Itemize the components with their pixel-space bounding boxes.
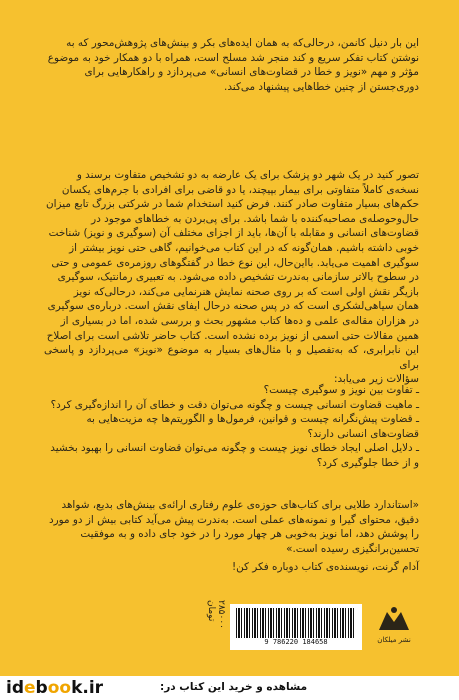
isbn-barcode — [230, 604, 362, 650]
quote-line: تحسین‌برانگیزی رسیده است.» — [286, 542, 419, 555]
question-item: ـ دلایل اصلی ایجاد خطای نویز چیست و چگونه می‌توان قضاوت انسانی را بهبود بخشید — [50, 442, 419, 455]
site-logo-part: b — [35, 678, 48, 698]
endorsement-quote — [44, 498, 419, 575]
body-line: سؤالات زیر می‌یابد: — [333, 373, 419, 386]
body-line: بازیگر نقش اولی است که بر روی صحنه نمایش هنرنمایی می‌کند، درحالی‌که نویز — [73, 285, 419, 298]
intro-line: مؤثر و مهم «نویز و خطا در قضاوت‌های انسانی» می‌پردازد و راهکارهایی برای — [84, 66, 419, 79]
publisher-name: نشر میلکان — [377, 636, 411, 644]
barcode-number: 9 786220 184658 — [264, 638, 328, 646]
question-item: ـ قضاوت پیش‌نگرانه چیست و قوانین، فرمول‌ها و الگوریتم‌ها چه مزیت‌هایی به — [86, 413, 419, 426]
intro-paragraph — [44, 36, 419, 94]
body-line: این نابرابری، که به‌تفصیل و با مثال‌های بسیار به موضوع «نویز» می‌پردازد و پاسخی برای — [44, 344, 419, 371]
body-line: نسخه‌ی کاملاً متفاوتی برای بیمار بپیچند، یا دو قاضی برای افرادی با جرم‌های یکسان — [61, 183, 419, 196]
body-line: حال‌وحوصله‌ی مصاحبه‌کننده با شما باشد. برای پی‌بردن به خطاهای موجود در — [91, 212, 419, 225]
body-line: همان سیاهی‌لشکری است که در پس صحنه درحال ایفای نقش است. درباره‌ی سوگیری — [47, 300, 419, 313]
site-logo-part: id — [6, 678, 24, 698]
body-line: در هزاران مقاله‌ی علمی و ده‌ها کتاب مشهور بحث و بررسی شده، اما در بسیاری از — [60, 314, 419, 327]
intro-line: دوری‌جستن از چنین خطاهایی پیشنهاد می‌کند. — [224, 80, 419, 93]
intro-line: نوشتن کتاب تفکر سریع و کند منجر شد مسلح است، همراه با دو همکار خود به موضوع — [47, 51, 419, 64]
intro-line: این بار دنیل کانمن، درحالی‌که به همان ایده‌های بکر و بینش‌های پژوهش‌محور که به — [66, 37, 419, 49]
question-item: ـ ماهیت قضاوت انسانی چیست و چگونه می‌توان دقت و خطای آن را اندازه‌گیری کرد؟ — [50, 398, 419, 411]
body-line: حکم‌های بسیار متفاوت صادر کنند. فرض کنید استخدام شما در شرکتی بزرگ تابع میزان — [45, 198, 419, 211]
site-logo-part: oo — [47, 678, 72, 698]
banner-text: مشاهده و خرید این کتاب در: — [160, 681, 308, 693]
body-line: خوبی داشته باشیم. همان‌گونه که در این کتاب می‌خوانیم، گاهی حتی نویز بیشتر از — [69, 241, 419, 254]
quote-line: «استاندارد طلایی برای کتاب‌های حوزه‌ی علوم رفتاری ارائه‌ی بینش‌های بدیع، شواهد — [61, 499, 419, 511]
body-line: سوگیری اهمیت می‌یابد. بااین‌حال، این نوع خطا در گفتگوهای روزمره‌ی عمومی و حتی — [51, 256, 419, 269]
question-item: و از خطا جلوگیری کرد؟ — [316, 456, 419, 469]
site-logo-part: k.ir — [71, 678, 104, 698]
question-item: قضاوت‌های انسانی دارند؟ — [307, 427, 419, 440]
quote-attribution: آدام گرنت، نویسنده‌ی کتاب دوباره فکر کن! — [231, 561, 419, 574]
publisher-logo-icon — [375, 604, 413, 634]
quote-line: را پوشش دهد، اما نویز به‌خوبی هر چهار مورد را در خود جای داده و به موفقیت — [80, 528, 419, 541]
quote-line: دقیق، محتوای گیرا و نمونه‌های عملی است. به‌ندرت پیش می‌آید کتابی بیش از دو مورد — [49, 513, 419, 526]
body-line: تصور کنید در یک شهر دو پزشک برای یک عارضه به دو تشخیص متفاوت برسند و — [76, 169, 419, 181]
body-line: قضاوت‌های انسانی و مقابله با آن‌ها، باید از اجزای مختلف آن (سوگیری و نویز) شناخت — [48, 227, 419, 240]
site-logo[interactable] — [6, 678, 103, 698]
body-line: در سطوح بالاتر سازمانی به‌ندرت تشخیص داده می‌شود. به تعبیری رمانتیک، سوگیری — [57, 271, 419, 284]
question-list — [44, 383, 419, 471]
barcode-bars — [236, 608, 356, 638]
body-paragraph — [44, 168, 419, 387]
price-label: ۲۸۵۰۰۰ تومان — [206, 600, 226, 630]
site-logo-part: e — [24, 678, 36, 698]
publisher-logo — [372, 604, 416, 650]
body-line: همین مقالات حتی اسمی از نویز برده نشده است. کتاب حاضر تلاشی است برای اصلاح — [46, 329, 419, 342]
question-item: ـ تفاوت بین نویز و سوگیری چیست؟ — [263, 384, 419, 396]
ad-banner[interactable] — [0, 676, 459, 700]
